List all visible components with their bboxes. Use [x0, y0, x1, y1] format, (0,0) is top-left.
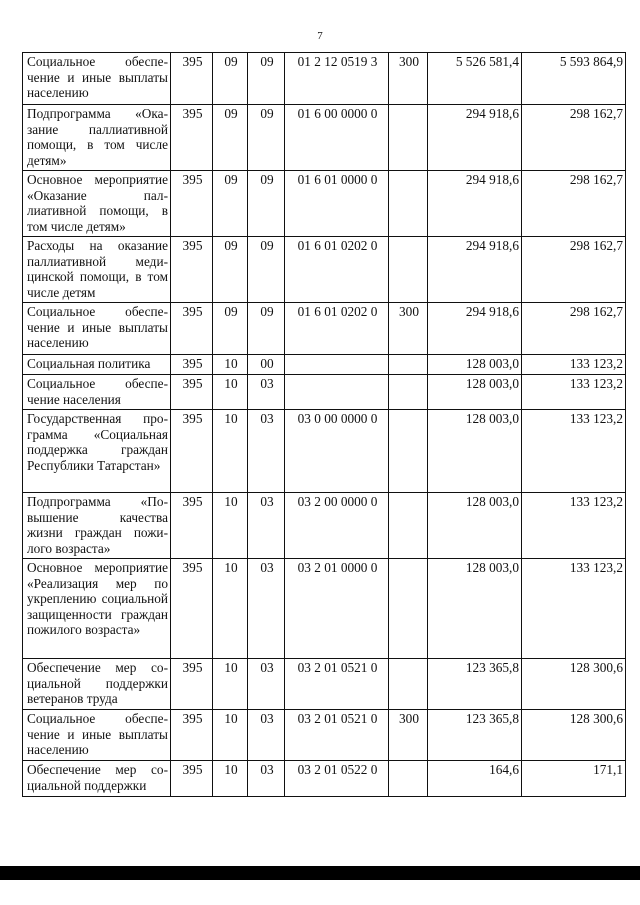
cell-target-article: 01 6 01 0202 0 [285, 237, 389, 303]
cell-grbs: 395 [171, 105, 213, 171]
cell-section: 10 [213, 410, 248, 493]
cell-expense-type [389, 171, 428, 237]
cell-expense-type [389, 493, 428, 559]
cell-grbs: 395 [171, 171, 213, 237]
cell-name: Социальное обеспечение и иные выплаты населению [23, 53, 171, 105]
cell-expense-type [389, 237, 428, 303]
cell-expense-type [389, 105, 428, 171]
cell-name: Государственная программа «Социальная поддержка граждан Республики Татарстан» [23, 410, 171, 493]
page-number: 7 [317, 30, 323, 42]
cell-name: Социальное обеспечение и иные выплаты населению [23, 710, 171, 761]
cell-grbs: 395 [171, 355, 213, 375]
cell-subsection: 09 [248, 53, 285, 105]
table-row [23, 375, 626, 410]
cell-subsection: 00 [248, 355, 285, 375]
cell-section: 10 [213, 659, 248, 710]
cell-amount-year1: 128 003,0 [428, 410, 522, 493]
table-row [23, 559, 626, 659]
cell-target-article: 01 6 01 0202 0 [285, 303, 389, 355]
cell-amount-year1: 128 003,0 [428, 375, 522, 410]
cell-amount-year2: 298 162,7 [522, 303, 626, 355]
table-row [23, 303, 626, 355]
cell-expense-type: 300 [389, 53, 428, 105]
table-row [23, 659, 626, 710]
table-row [23, 105, 626, 171]
cell-section: 10 [213, 355, 248, 375]
cell-grbs: 395 [171, 493, 213, 559]
cell-subsection: 03 [248, 375, 285, 410]
cell-name: Социальная политика [23, 355, 171, 375]
cell-amount-year1: 294 918,6 [428, 303, 522, 355]
cell-target-article [285, 375, 389, 410]
cell-expense-type [389, 559, 428, 659]
cell-grbs: 395 [171, 410, 213, 493]
cell-section: 09 [213, 171, 248, 237]
table-row [23, 493, 626, 559]
cell-section: 10 [213, 710, 248, 761]
table-row [23, 171, 626, 237]
cell-grbs: 395 [171, 761, 213, 797]
cell-amount-year2: 298 162,7 [522, 237, 626, 303]
cell-subsection: 09 [248, 237, 285, 303]
cell-amount-year2: 298 162,7 [522, 105, 626, 171]
cell-amount-year1: 164,6 [428, 761, 522, 797]
table-row [23, 53, 626, 105]
table-row [23, 710, 626, 761]
cell-section: 10 [213, 761, 248, 797]
cell-expense-type [389, 410, 428, 493]
cell-amount-year2: 133 123,2 [522, 355, 626, 375]
cell-section: 09 [213, 53, 248, 105]
cell-subsection: 03 [248, 493, 285, 559]
cell-amount-year2: 133 123,2 [522, 493, 626, 559]
cell-subsection: 09 [248, 171, 285, 237]
cell-section: 09 [213, 237, 248, 303]
cell-amount-year1: 294 918,6 [428, 171, 522, 237]
cell-section: 10 [213, 559, 248, 659]
cell-subsection: 09 [248, 105, 285, 171]
cell-grbs: 395 [171, 659, 213, 710]
cell-amount-year1: 128 003,0 [428, 493, 522, 559]
cell-name: Расходы на оказание паллиативной медицинской помощи, в том числе детям [23, 237, 171, 303]
cell-amount-year2: 171,1 [522, 761, 626, 797]
cell-amount-year2: 128 300,6 [522, 710, 626, 761]
cell-amount-year2: 128 300,6 [522, 659, 626, 710]
cell-amount-year2: 298 162,7 [522, 171, 626, 237]
cell-amount-year2: 133 123,2 [522, 559, 626, 659]
cell-target-article: 03 2 01 0521 0 [285, 659, 389, 710]
cell-amount-year1: 123 365,8 [428, 659, 522, 710]
cell-subsection: 09 [248, 303, 285, 355]
cell-target-article: 03 0 00 0000 0 [285, 410, 389, 493]
cell-name: Подпрограмма «Повышение качества жизни граждан пожилого возраста» [23, 493, 171, 559]
cell-name: Основное мероприятие «Реализация мер по укреплению социальной защищенности граждан пожилого возраста» [23, 559, 171, 659]
cell-expense-type [389, 355, 428, 375]
scan-border-bar [0, 866, 640, 880]
cell-target-article [285, 355, 389, 375]
cell-name: Основное мероприятие «Оказание паллиативной помощи, в том числе детям» [23, 171, 171, 237]
cell-expense-type: 300 [389, 710, 428, 761]
table-row [23, 410, 626, 493]
cell-grbs: 395 [171, 559, 213, 659]
cell-grbs: 395 [171, 375, 213, 410]
table-row [23, 355, 626, 375]
cell-expense-type [389, 375, 428, 410]
budget-table [22, 52, 626, 797]
cell-name: Подпрограмма «Оказание паллиативной помощи, в том числе детям» [23, 105, 171, 171]
cell-name: Обеспечение мер социальной поддержки [23, 761, 171, 797]
cell-expense-type [389, 659, 428, 710]
cell-amount-year1: 123 365,8 [428, 710, 522, 761]
cell-target-article: 03 2 00 0000 0 [285, 493, 389, 559]
cell-subsection: 03 [248, 659, 285, 710]
cell-amount-year1: 128 003,0 [428, 355, 522, 375]
table-row [23, 761, 626, 797]
cell-target-article: 01 2 12 0519 3 [285, 53, 389, 105]
cell-section: 10 [213, 375, 248, 410]
cell-grbs: 395 [171, 710, 213, 761]
cell-name: Обеспечение мер социальной поддержки ветеранов труда [23, 659, 171, 710]
cell-target-article: 03 2 01 0521 0 [285, 710, 389, 761]
cell-subsection: 03 [248, 559, 285, 659]
cell-amount-year1: 5 526 581,4 [428, 53, 522, 105]
cell-expense-type: 300 [389, 303, 428, 355]
cell-grbs: 395 [171, 53, 213, 105]
cell-target-article: 03 2 01 0522 0 [285, 761, 389, 797]
cell-subsection: 03 [248, 410, 285, 493]
cell-target-article: 01 6 01 0000 0 [285, 171, 389, 237]
cell-section: 09 [213, 303, 248, 355]
table-row [23, 237, 626, 303]
cell-section: 09 [213, 105, 248, 171]
cell-amount-year2: 5 593 864,9 [522, 53, 626, 105]
cell-target-article: 01 6 00 0000 0 [285, 105, 389, 171]
cell-subsection: 03 [248, 710, 285, 761]
cell-amount-year2: 133 123,2 [522, 410, 626, 493]
cell-name: Социальное обеспечение и иные выплаты населению [23, 303, 171, 355]
cell-grbs: 395 [171, 237, 213, 303]
cell-amount-year1: 128 003,0 [428, 559, 522, 659]
cell-amount-year2: 133 123,2 [522, 375, 626, 410]
cell-target-article: 03 2 01 0000 0 [285, 559, 389, 659]
cell-section: 10 [213, 493, 248, 559]
cell-grbs: 395 [171, 303, 213, 355]
cell-name: Социальное обеспечение населения [23, 375, 171, 410]
cell-subsection: 03 [248, 761, 285, 797]
cell-expense-type [389, 761, 428, 797]
cell-amount-year1: 294 918,6 [428, 105, 522, 171]
cell-amount-year1: 294 918,6 [428, 237, 522, 303]
